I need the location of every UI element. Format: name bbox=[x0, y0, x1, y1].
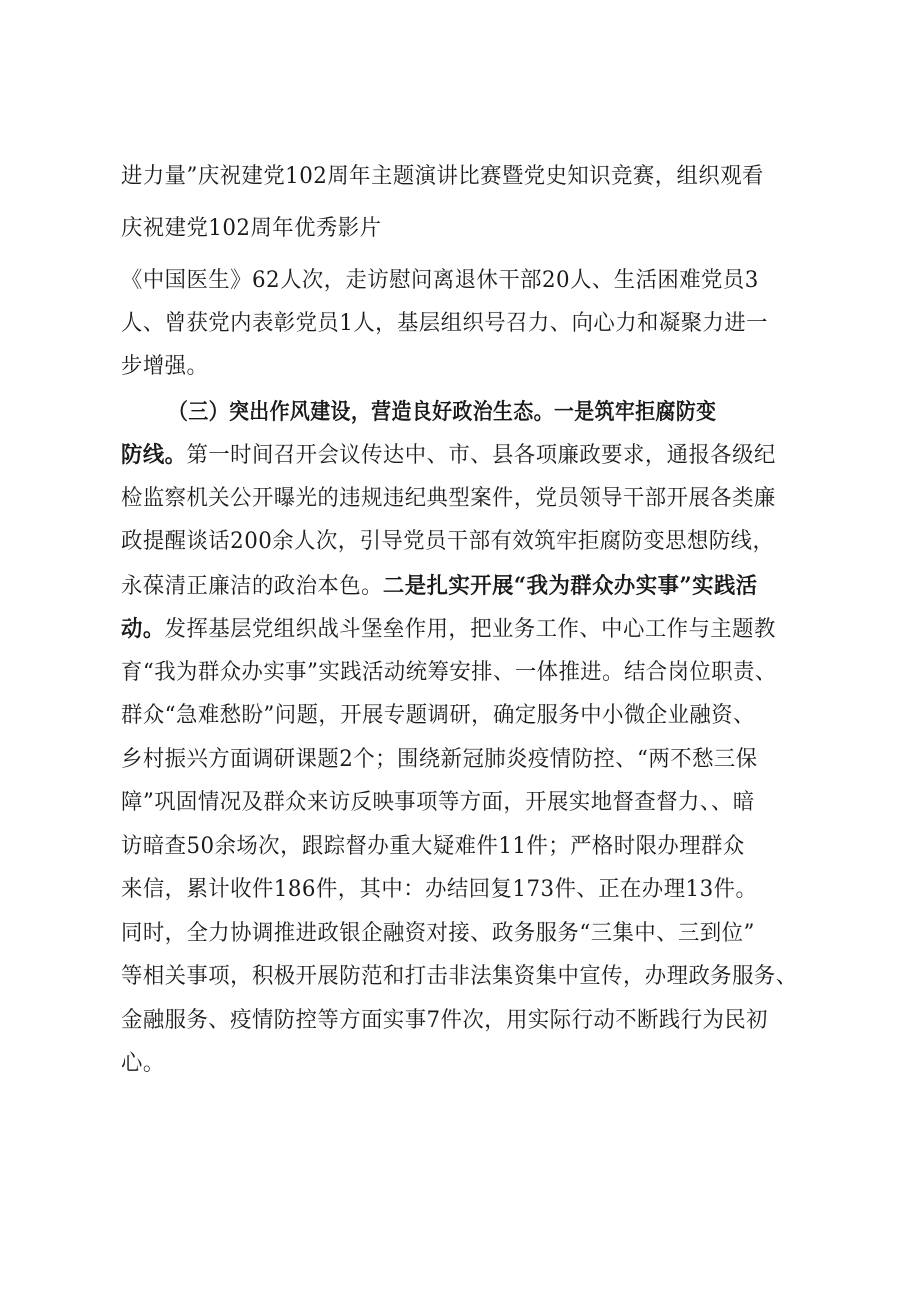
text-line bbox=[121, 875, 800, 905]
text-run: 庆祝建党102周年优秀影片 bbox=[121, 216, 382, 241]
text-line bbox=[121, 484, 800, 514]
text-line bbox=[121, 1049, 800, 1079]
text-line bbox=[121, 919, 800, 949]
text-run: 心。 bbox=[121, 1051, 165, 1076]
text-run: 政提醒谈话200余人次，引导党员干部有效筑牢拒腐防变思想防线， bbox=[121, 529, 775, 554]
text-run: 进力量”庆祝建党102周年主题演讲比赛暨党史知识竞赛，组织观看 bbox=[121, 164, 764, 189]
text-line bbox=[121, 614, 800, 645]
text-run: 步增强。 bbox=[121, 354, 209, 379]
text-run-bold: 动。 bbox=[121, 616, 165, 642]
text-run: 人、曾获党内表彰党员1人，基层组织号召力、向心力和凝聚力进一 bbox=[121, 311, 768, 336]
text-run: 乡村振兴方面调研课题2个；围绕新冠肺炎疫情防控、“两不愁三保 bbox=[121, 747, 758, 772]
text-line bbox=[121, 745, 800, 775]
text-run: 永葆清正廉洁的政治本色。 bbox=[121, 574, 383, 599]
text-line bbox=[121, 266, 800, 296]
text-line bbox=[121, 352, 800, 382]
text-run: 群众“急难愁盼”问题，开展专题调研，确定服务中小微企业融资、 bbox=[121, 703, 755, 728]
text-run: 发挥基层党组织战斗堡垒作用，把业务工作、中心工作与主题教 bbox=[164, 617, 776, 642]
text-run: 等相关事项，积极开展防范和打击非法集资集中宣传，办理政务服务、 bbox=[121, 964, 798, 989]
text-line bbox=[121, 309, 800, 339]
text-line bbox=[121, 571, 800, 602]
text-line bbox=[121, 527, 800, 557]
text-run-bold: （三）突出作风建设，营造良好政治生态。一是筑牢拒腐防变 bbox=[168, 399, 717, 425]
text-line bbox=[121, 440, 800, 471]
text-run: 检监察机关公开曝光的违规违纪典型案件，党员领导干部开展各类廉 bbox=[121, 486, 776, 511]
text-line bbox=[121, 962, 800, 992]
text-run: 访暗查50余场次，跟踪督办重大疑难件11件；严格时限办理群众 bbox=[121, 834, 745, 859]
text-line bbox=[121, 214, 800, 244]
text-line bbox=[121, 162, 800, 192]
text-line bbox=[121, 1006, 800, 1036]
text-run: 来信，累计收件186件，其中：办结回复173件、正在办理13件。 bbox=[121, 877, 758, 902]
section-heading-line bbox=[168, 397, 800, 427]
text-run-bold: 防线。 bbox=[121, 442, 187, 468]
text-run: 第一时间召开会议传达中、市、县各项廉政要求，通报各级纪 bbox=[186, 443, 776, 468]
text-run-bold: 二是扎实开展“我为群众办实事”实践活 bbox=[382, 573, 758, 599]
text-run: 金融服务、疫情防控等方面实事7件次，用实际行动不断践行为民初 bbox=[121, 1008, 768, 1033]
text-line bbox=[121, 788, 800, 818]
text-line bbox=[121, 832, 800, 862]
text-run: 育“我为群众办实事”实践活动统筹安排、一体推进。结合岗位职责、 bbox=[121, 660, 777, 685]
text-run: 《中国医生》62人次，走访慰问离退休干部20人、生活困难党员3 bbox=[121, 268, 759, 293]
text-run: 障”巩固情况及群众来访反映事项等方面，开展实地督查督力、、暗 bbox=[121, 790, 755, 815]
text-line bbox=[121, 701, 800, 731]
text-line bbox=[121, 658, 800, 688]
text-run: 同时，全力协调推进政银企融资对接、政务服务“三集中、三到位” bbox=[121, 921, 755, 946]
